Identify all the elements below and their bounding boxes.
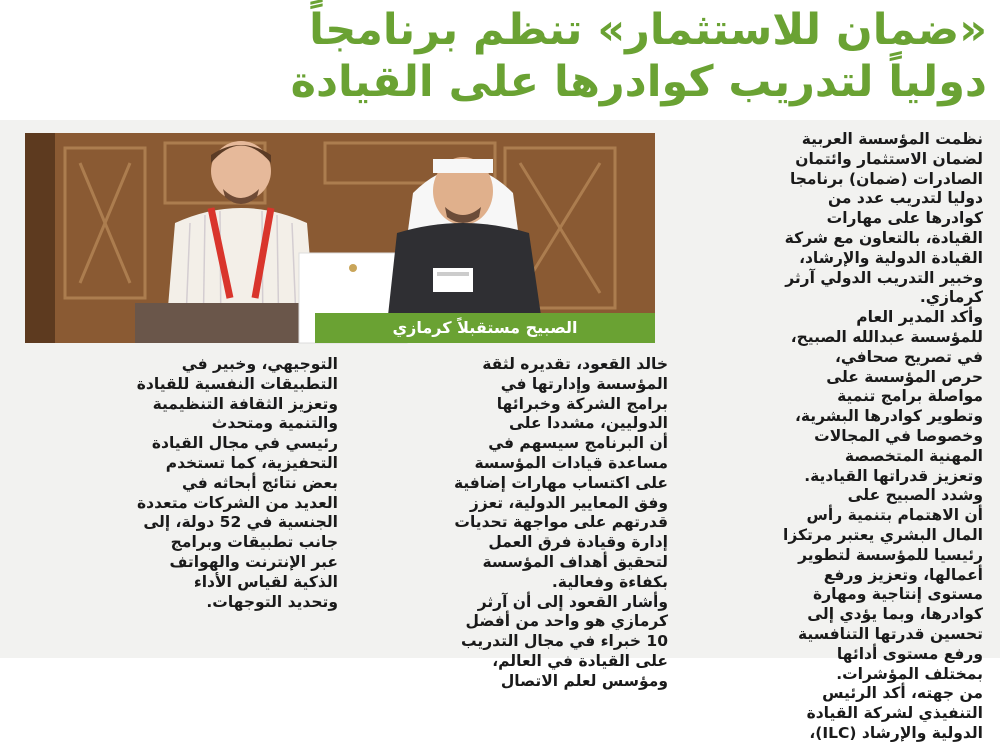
article-line: التطبيقات النفسية للقيادة xyxy=(136,374,338,393)
article-line: أعمالها، وتعزيز ورفع xyxy=(823,565,983,584)
article-column-left xyxy=(28,355,338,655)
article-line: على القيادة في العالم، xyxy=(492,651,668,670)
article-line: القيادة، بالتعاون مع شركة xyxy=(784,228,983,247)
article-line: وتحديد التوجهات. xyxy=(206,592,338,611)
article-line: تحسين قدرتها التنافسية xyxy=(798,624,983,643)
article-line: لتحقيق أهداف المؤسسة xyxy=(482,552,668,571)
article-line: جانب تطبيقات وبرامج xyxy=(170,533,338,552)
article-line: بعض نتائج أبحاثه في xyxy=(181,473,338,492)
article-line: القيادة الدولية والإرشاد، xyxy=(799,248,983,267)
article-line: حرص المؤسسة على xyxy=(826,367,983,386)
article-line: التنفيذي لشركة القيادة xyxy=(806,704,983,723)
article-line: التحفيزية، كما تستخدم xyxy=(165,453,338,472)
article-line: الجنسية في 52 دولة، إلى xyxy=(143,513,338,532)
article-line: للمؤسسة عبدالله الصبيح، xyxy=(790,327,983,346)
article-line: مستوى إنتاجية ومهارة xyxy=(813,585,983,604)
article-line: التوجيهي، وخبير في xyxy=(181,355,338,373)
article-line: دوليا لتدريب عدد من xyxy=(827,189,983,208)
article-line: وتعزيز الثقافة التنظيمية xyxy=(152,394,338,413)
photo-caption: الصبيح مستقبلاً كرمازي xyxy=(315,313,655,343)
article-column-right xyxy=(683,130,983,742)
headline-line-2: دولياً لتدريب كوادرها على القيادة xyxy=(290,57,987,107)
article-line: الصادرات (ضمان) برنامجا xyxy=(789,169,983,188)
article-line: المال البشري يعتبر مرتكزا xyxy=(783,525,983,544)
article-line: إدارة وقيادة فرق العمل xyxy=(488,533,668,552)
article-line: خالد القعود، تقديره لثقة xyxy=(482,355,668,373)
article-line: مواصلة برامج تنمية xyxy=(837,387,983,406)
article-line: كرمازي هو واحد من أفضل xyxy=(465,612,668,631)
article-line: 10 خبراء في مجال التدريب xyxy=(461,632,668,651)
article-line: وخبير التدريب الدولي آرثر xyxy=(785,268,983,287)
photo-illustration xyxy=(25,133,655,343)
article-line: وفق المعايير الدولية، تعزز xyxy=(469,493,668,512)
article-line: الدوليين، مشددا على xyxy=(508,414,668,433)
article-line: في تصريح صحافي، xyxy=(834,347,983,366)
article-line: وتعزيز قدراتها القيادية. xyxy=(804,466,983,485)
article-line: ورفع مستوى أدائها xyxy=(836,644,983,663)
headline-line-1: «ضمان للاستثمار» تنظم برنامجاً xyxy=(309,5,987,55)
article-line: الدولية والإرشاد (ILC)، xyxy=(809,723,983,742)
article-line: من جهته، أكد الرئيس xyxy=(822,684,983,703)
article-line: على اكتساب مهارات إضافية xyxy=(453,473,668,492)
article-line: وأكد المدير العام xyxy=(856,308,983,327)
article-line: رئيسيا للمؤسسة لتطوير xyxy=(798,545,983,564)
article-line: نظمت المؤسسة العربية xyxy=(801,130,983,148)
article-line: كرمازي. xyxy=(919,288,983,307)
article-line: كوادرها، وبما يؤدي إلى xyxy=(807,605,983,624)
article-line: بكفاءة وفعالية. xyxy=(551,572,668,591)
article-line: رئيسي في مجال القيادة xyxy=(151,434,338,453)
article-line: الذكية لقياس الأداء xyxy=(193,572,338,591)
article-line: أن البرنامج سيسهم في xyxy=(488,434,668,453)
article-line: ومؤسس لعلم الاتصال xyxy=(500,671,668,690)
headline xyxy=(22,4,987,114)
article-line: مساعدة قيادات المؤسسة xyxy=(474,453,668,472)
article-line: المهنية المتخصصة xyxy=(844,446,983,465)
article-line: العديد من الشركات متعددة xyxy=(136,493,338,512)
article-line: والتنمية ومتحدث xyxy=(211,414,338,433)
article-line: بمختلف المؤشرات. xyxy=(836,664,983,683)
article-line: لضمان الاستثمار وائتمان xyxy=(795,149,983,168)
article-line: أن الاهتمام بتنمية رأس xyxy=(806,506,983,525)
article-line: المؤسسة وإدارتها في xyxy=(500,374,668,393)
article-line: وأشار القعود إلى أن آرثر xyxy=(477,592,668,611)
article-line: عبر الإنترنت والهواتف xyxy=(169,552,338,571)
article-line: وتطوير كوادرها البشرية، xyxy=(795,407,983,426)
article-line: وخصوصا في المجالات xyxy=(814,426,983,445)
article-line: كوادرها على مهارات xyxy=(826,209,983,228)
article-line: برامج الشركة وخبرائها xyxy=(496,394,668,413)
article-line: وشدد الصبيح على xyxy=(847,486,983,505)
article-line: قدرتهم على مواجهة تحديات xyxy=(454,513,668,532)
article-column-middle xyxy=(348,355,668,690)
article-photo xyxy=(25,133,655,343)
